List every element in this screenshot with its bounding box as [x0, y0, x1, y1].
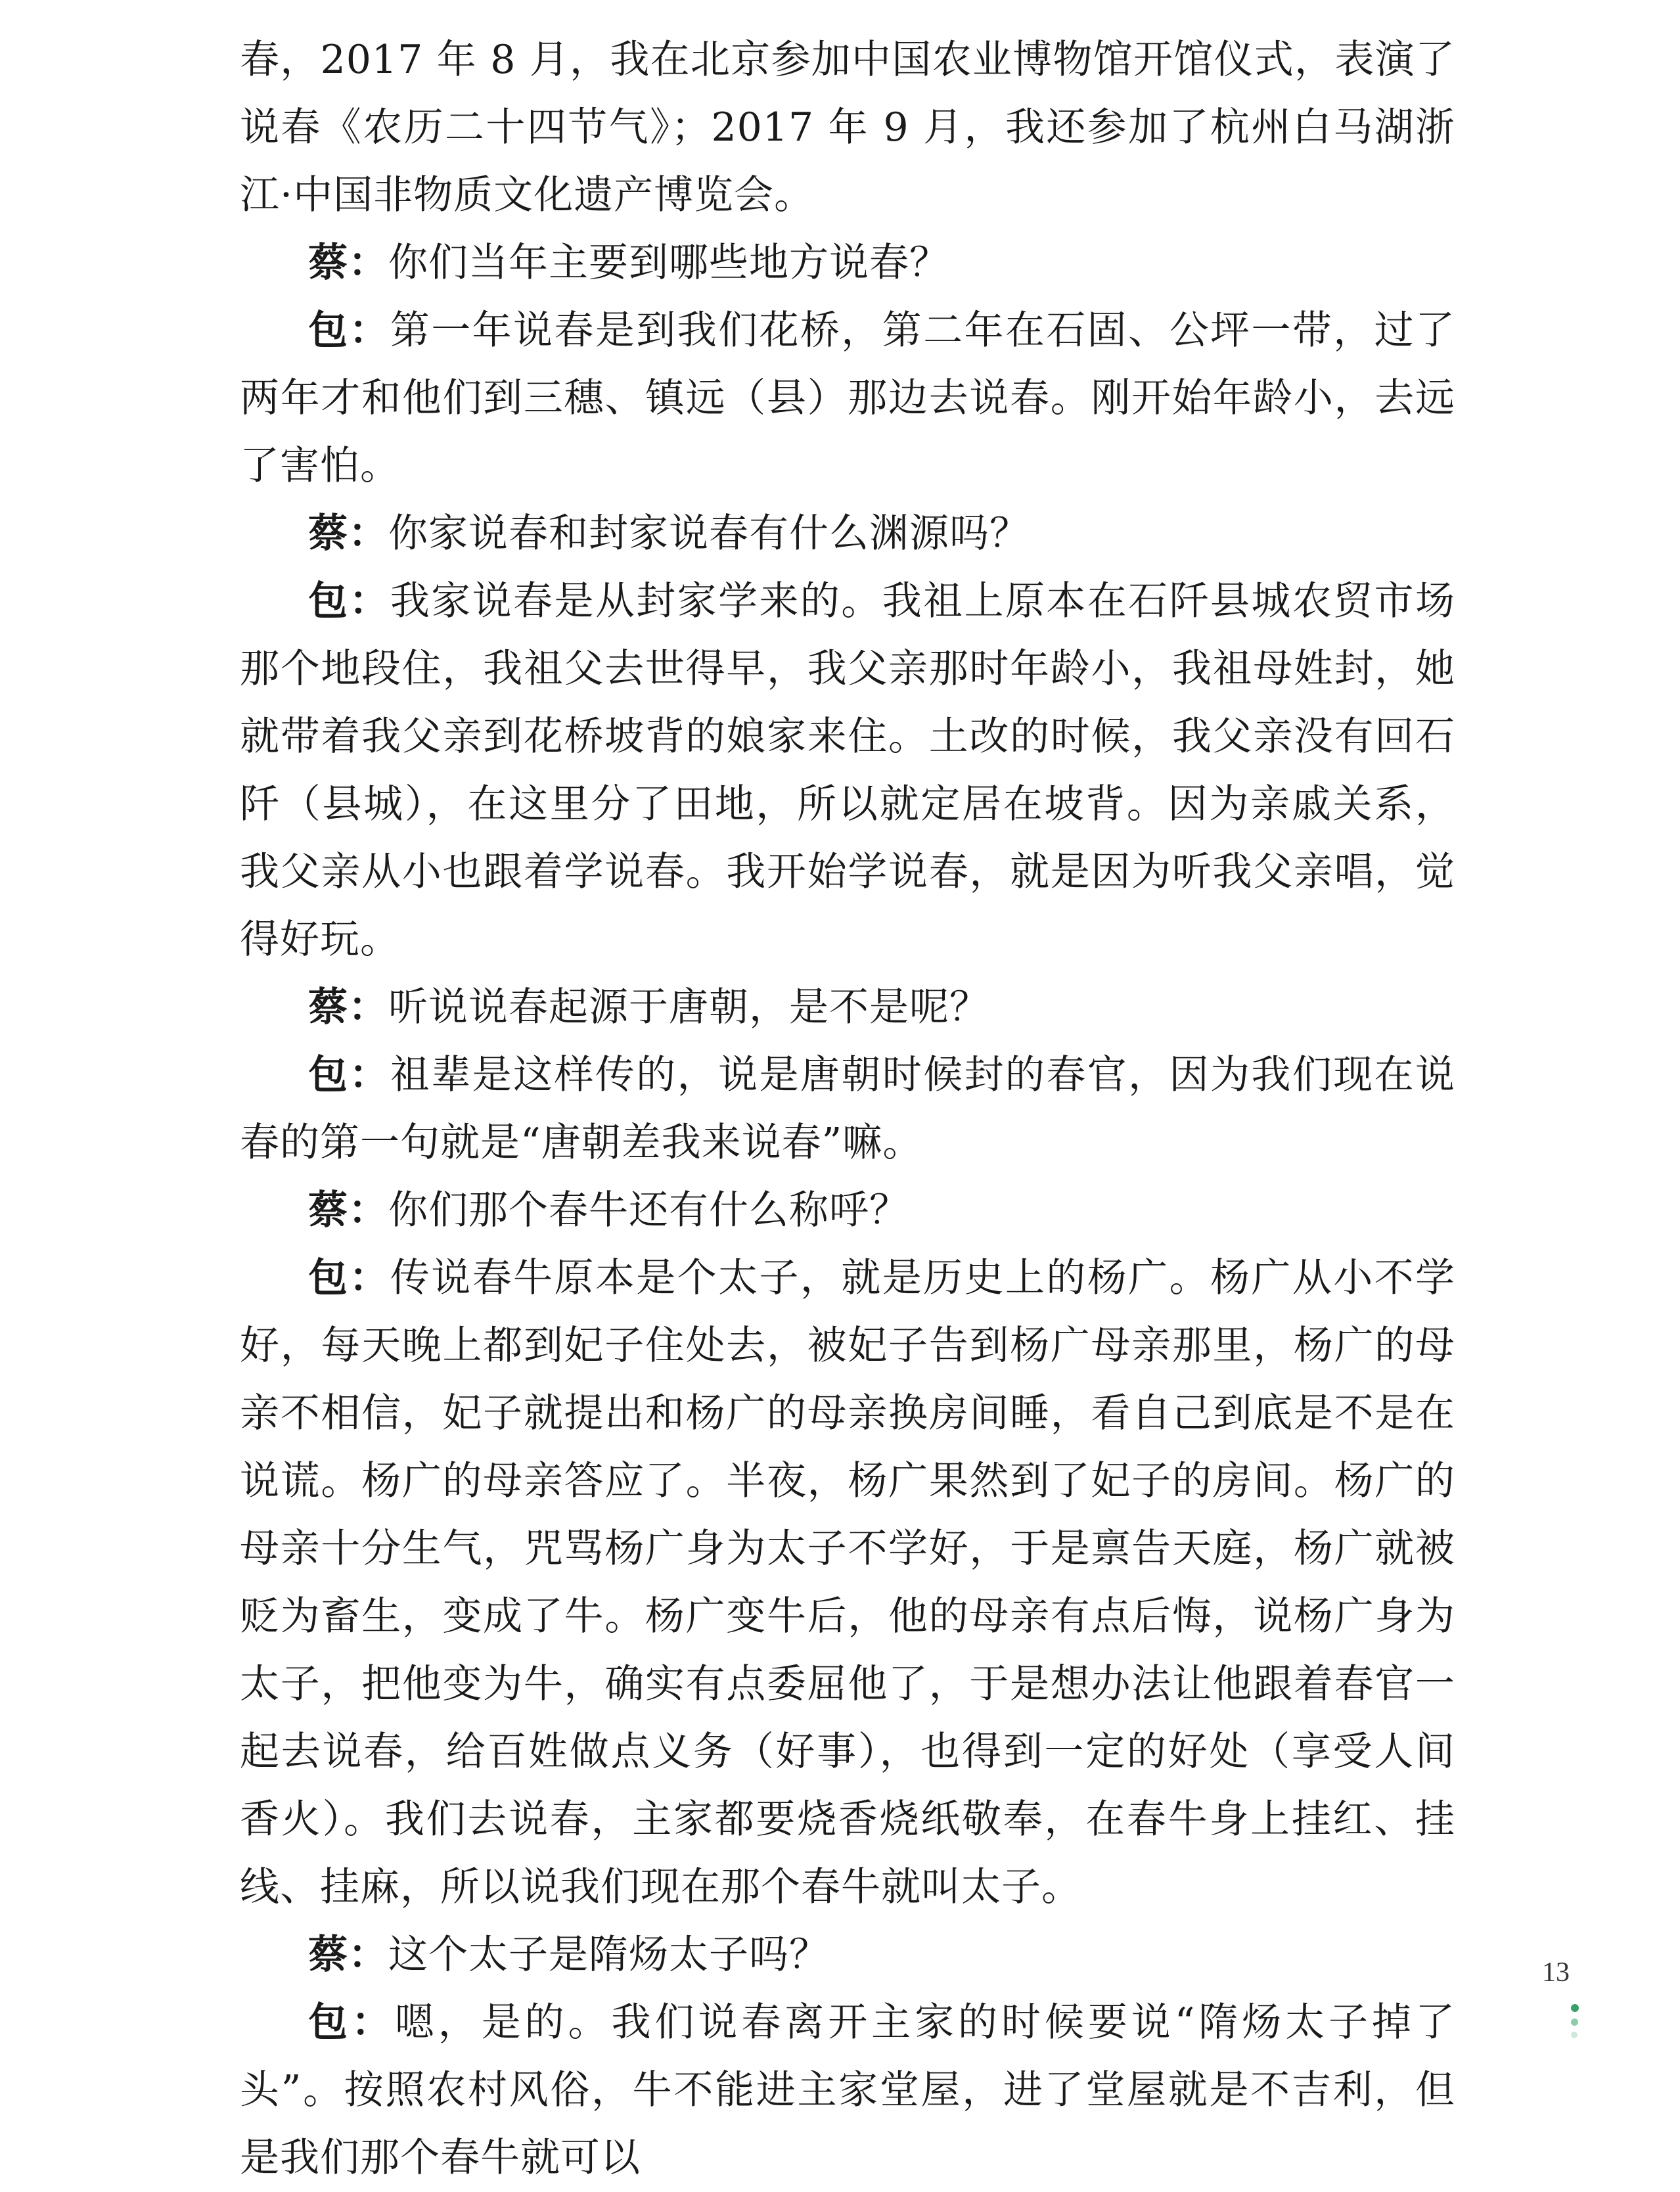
dialogue-paragraph	[240, 297, 1455, 500]
dialogue-paragraph	[240, 229, 1455, 297]
speaker-label: 包：	[308, 308, 390, 354]
page-number: 13	[1542, 1957, 1570, 1988]
speaker-label: 蔡：	[308, 240, 388, 286]
speaker-label: 包：	[308, 1255, 390, 1301]
dot-light	[1571, 2032, 1578, 2038]
paragraph-text: 春，2017 年 8 月，我在北京参加中国农业博物馆开馆仪式，表演了说春《农历二十四节气》；2017 年 9 月，我还参加了杭州白马湖浙江·中国非物质文化遗产博览会。	[240, 37, 1455, 218]
speaker-label: 包：	[308, 578, 390, 624]
paragraph-text: 你们当年主要到哪些地方说春？	[388, 240, 949, 286]
decorative-dots-icon	[1569, 2004, 1582, 2057]
paragraph-text: 第一年说春是到我们花桥，第二年在石固、公坪一带，过了两年才和他们到三穗、镇远（县）那边去说春。刚开始年龄小，去远了害怕。	[240, 308, 1456, 489]
dialogue-paragraph	[240, 1989, 1455, 2192]
dot-mid	[1571, 2019, 1578, 2026]
dialogue-paragraph	[240, 1041, 1455, 1177]
paragraph-text: 传说春牛原本是个太子，就是历史上的杨广。杨广从小不学好，每天晚上都到妃子住处去，被妃子告到杨广母亲那里，杨广的母亲不相信，妃子就提出和杨广的母亲换房间睡，看自己到底是不是在说谎。杨广的母亲答应了。半夜，杨广果然到了妃子的房间。杨广的母亲十分生气，咒骂杨广身为太子不学好，于是禀告天庭，杨广就被贬为畜生，变成了牛。杨广变牛后，他的母亲有点后悔，说杨广身为太子，把他变为牛，确实有点委屈他了，于是想办法让他跟着春官一起去说春，给百姓做点义务（好事），也得到一定的好处（享受人间香火）。我们去说春，主家都要烧香烧纸敬奉，在春牛身上挂红、挂线、挂麻，所以说我们现在那个春牛就叫太子。	[240, 1255, 1456, 1910]
speaker-label: 蔡：	[308, 984, 388, 1030]
dialogue-paragraph	[240, 500, 1455, 568]
speaker-label: 蔡：	[308, 1932, 388, 1978]
paragraph-text: 嗯，是的。我们说春离开主家的时候要说“隋炀太子掉了头”。按照农村风俗，牛不能进主家堂屋，进了堂屋就是不吉利，但是我们那个春牛就可以	[240, 1999, 1455, 2181]
speaker-label: 蔡：	[308, 511, 388, 557]
page-body	[240, 26, 1455, 2192]
paragraph-continuation	[240, 26, 1455, 229]
dialogue-paragraph	[240, 1244, 1455, 1921]
dialogue-paragraph	[240, 568, 1455, 974]
speaker-label: 包：	[308, 1999, 395, 2045]
paragraph-text: 你家说春和封家说春有什么渊源吗？	[388, 511, 1030, 557]
dialogue-paragraph	[240, 1921, 1455, 1989]
speaker-label: 包：	[308, 1052, 390, 1098]
paragraph-text: 听说说春起源于唐朝，是不是呢？	[388, 984, 989, 1030]
paragraph-text: 这个太子是隋炀太子吗？	[388, 1932, 829, 1978]
dialogue-paragraph	[240, 1177, 1455, 1244]
dot-strong	[1571, 2004, 1579, 2012]
paragraph-text: 我家说春是从封家学来的。我祖上原本在石阡县城农贸市场那个地段住，我祖父去世得早，我父亲那时年龄小，我祖母姓封，她就带着我父亲到花桥坡背的娘家来住。土改的时候，我父亲没有回石阡（县城），在这里分了田地，所以就定居在坡背。因为亲戚关系，我父亲从小也跟着学说春。我开始学说春，就是因为听我父亲唱，觉得好玩。	[240, 578, 1456, 963]
dialogue-paragraph	[240, 974, 1455, 1041]
paragraph-text: 祖辈是这样传的，说是唐朝时候封的春官，因为我们现在说春的第一句就是“唐朝差我来说春”嘛。	[240, 1052, 1456, 1166]
speaker-label: 蔡：	[308, 1187, 388, 1233]
paragraph-text: 你们那个春牛还有什么称呼？	[388, 1187, 909, 1233]
